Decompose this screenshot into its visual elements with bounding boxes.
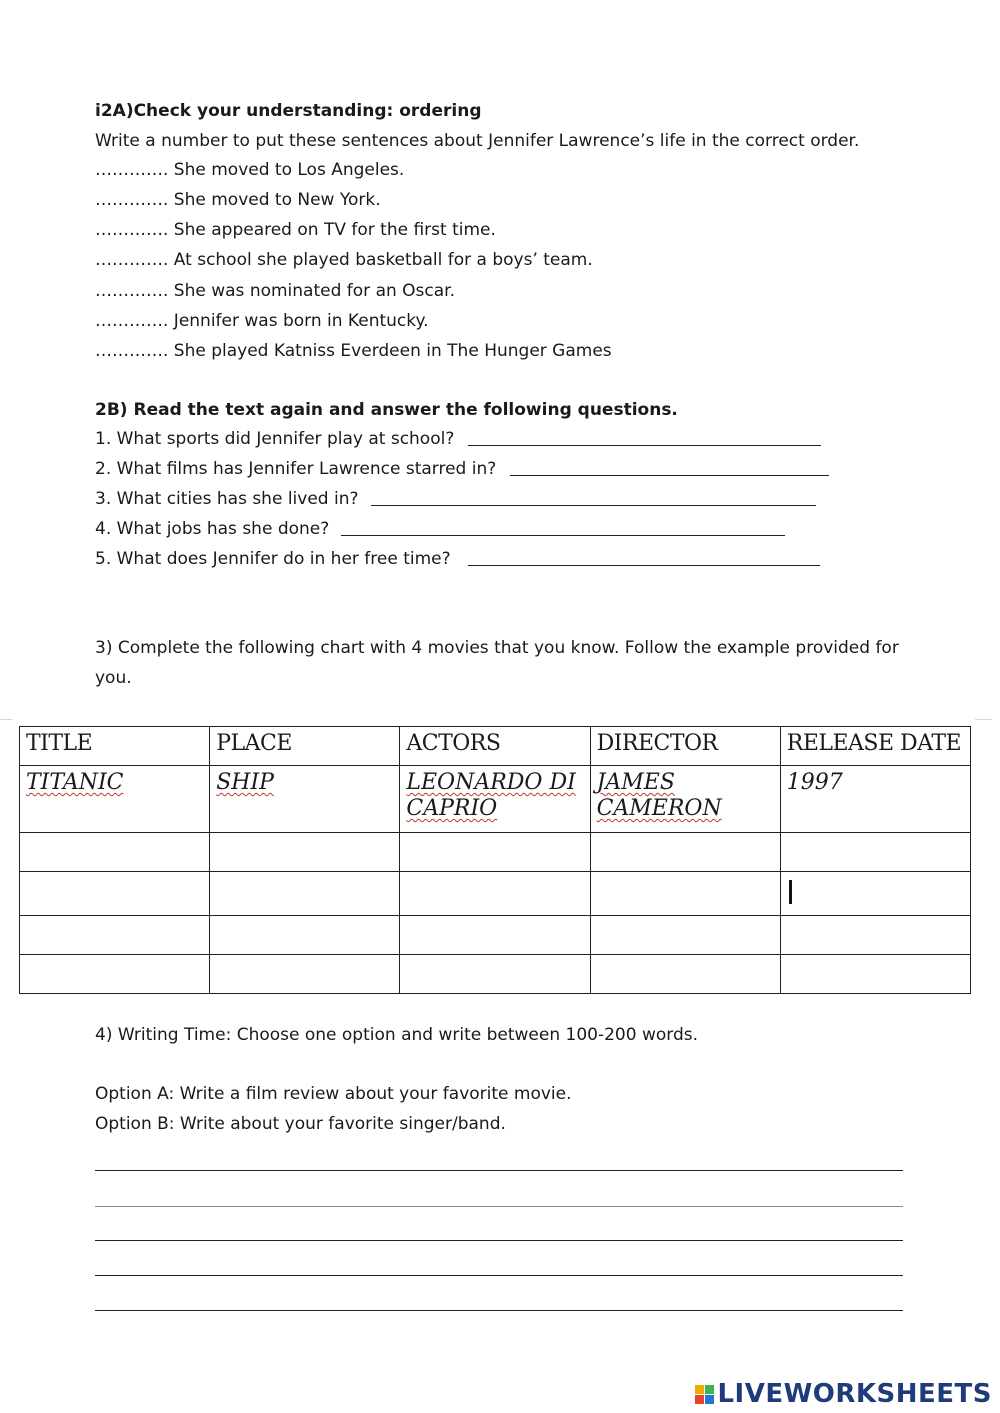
logo-mark-icon — [695, 1385, 714, 1404]
writing-line[interactable] — [95, 1240, 903, 1241]
example-release-date: 1997 — [780, 766, 970, 833]
table-row-example — [20, 766, 971, 833]
table-cell[interactable] — [20, 916, 210, 955]
table-cell[interactable] — [780, 955, 970, 994]
answer-blank-2[interactable] — [510, 475, 829, 476]
answer-blank-4[interactable] — [341, 535, 785, 536]
table-cell[interactable] — [590, 916, 780, 955]
example-director: JAMES CAMERON — [590, 766, 780, 833]
table-row — [20, 955, 971, 994]
example-title: TITANIC — [20, 766, 210, 833]
header-release-date: RELEASE DATE — [780, 727, 970, 766]
table-cell[interactable] — [20, 955, 210, 994]
header-director: DIRECTOR — [590, 727, 780, 766]
writing-line[interactable] — [95, 1206, 903, 1207]
table-row — [20, 916, 971, 955]
table-cell[interactable] — [780, 916, 970, 955]
logo-text: LIVEWORKSHEETS — [717, 1379, 992, 1409]
table-cell[interactable] — [780, 872, 970, 916]
section-2a-instruction: Write a number to put these sentences about Jennifer Lawrence’s life in the correct order. — [95, 131, 860, 151]
ordering-item[interactable]: …………. At school she played basketball for a boys’ team. — [95, 250, 593, 270]
question-2: 2. What films has Jennifer Lawrence starred in? — [95, 459, 497, 479]
text-cursor — [789, 880, 792, 904]
header-actors: ACTORS — [400, 727, 590, 766]
table-cell[interactable] — [400, 872, 590, 916]
ordering-item[interactable]: …………. She was nominated for an Oscar. — [95, 281, 455, 301]
table-header-row — [20, 727, 971, 766]
ordering-item[interactable]: …………. She appeared on TV for the first time. — [95, 220, 496, 240]
table-cell[interactable] — [590, 955, 780, 994]
table-cell[interactable] — [210, 955, 400, 994]
ordering-item[interactable]: …………. She moved to New York. — [95, 190, 381, 210]
ordering-item[interactable]: …………. She played Katniss Everdeen in The Hunger Games — [95, 341, 612, 361]
question-1: 1. What sports did Jennifer play at school? — [95, 429, 455, 449]
section-3-instruction: 3) Complete the following chart with 4 movies that you know. Follow the example provided for — [95, 638, 899, 658]
liveworksheets-logo — [695, 1379, 992, 1409]
question-4: 4. What jobs has she done? — [95, 519, 330, 539]
page-rule-right — [975, 719, 992, 720]
table-cell[interactable] — [210, 916, 400, 955]
table-cell[interactable] — [20, 833, 210, 872]
answer-blank-5[interactable] — [468, 565, 820, 566]
table-cell[interactable] — [590, 833, 780, 872]
table-row — [20, 872, 971, 916]
answer-blank-3[interactable] — [371, 505, 816, 506]
section-4-title: 4) Writing Time: Choose one option and write between 100-200 words. — [95, 1025, 698, 1045]
table-cell[interactable] — [210, 872, 400, 916]
ordering-item[interactable]: …………. Jennifer was born in Kentucky. — [95, 311, 429, 331]
writing-line[interactable] — [95, 1275, 903, 1276]
table-cell[interactable] — [400, 916, 590, 955]
page-rule-left — [0, 719, 12, 720]
table-cell[interactable] — [400, 955, 590, 994]
writing-line[interactable] — [95, 1170, 903, 1171]
option-a: Option A: Write a film review about your favorite movie. — [95, 1084, 572, 1104]
table-cell[interactable] — [590, 872, 780, 916]
header-title: TITLE — [20, 727, 210, 766]
question-5: 5. What does Jennifer do in her free time? — [95, 549, 451, 569]
answer-blank-1[interactable] — [468, 445, 821, 446]
section-3-instruction-cont: you. — [95, 668, 132, 688]
movies-chart — [19, 726, 971, 994]
question-3: 3. What cities has she lived in? — [95, 489, 359, 509]
table-cell[interactable] — [20, 872, 210, 916]
example-place: SHIP — [210, 766, 400, 833]
table-cell[interactable] — [400, 833, 590, 872]
section-2b-title: 2B) Read the text again and answer the following questions. — [95, 400, 678, 420]
section-2a-title: i2A)Check your understanding: ordering — [95, 101, 482, 121]
table-cell[interactable] — [210, 833, 400, 872]
option-b: Option B: Write about your favorite singer/band. — [95, 1114, 506, 1134]
ordering-item[interactable]: …………. She moved to Los Angeles. — [95, 160, 405, 180]
table-cell[interactable] — [780, 833, 970, 872]
header-place: PLACE — [210, 727, 400, 766]
writing-line[interactable] — [95, 1310, 903, 1311]
example-actors: LEONARDO DI CAPRIO — [400, 766, 590, 833]
table-row — [20, 833, 971, 872]
